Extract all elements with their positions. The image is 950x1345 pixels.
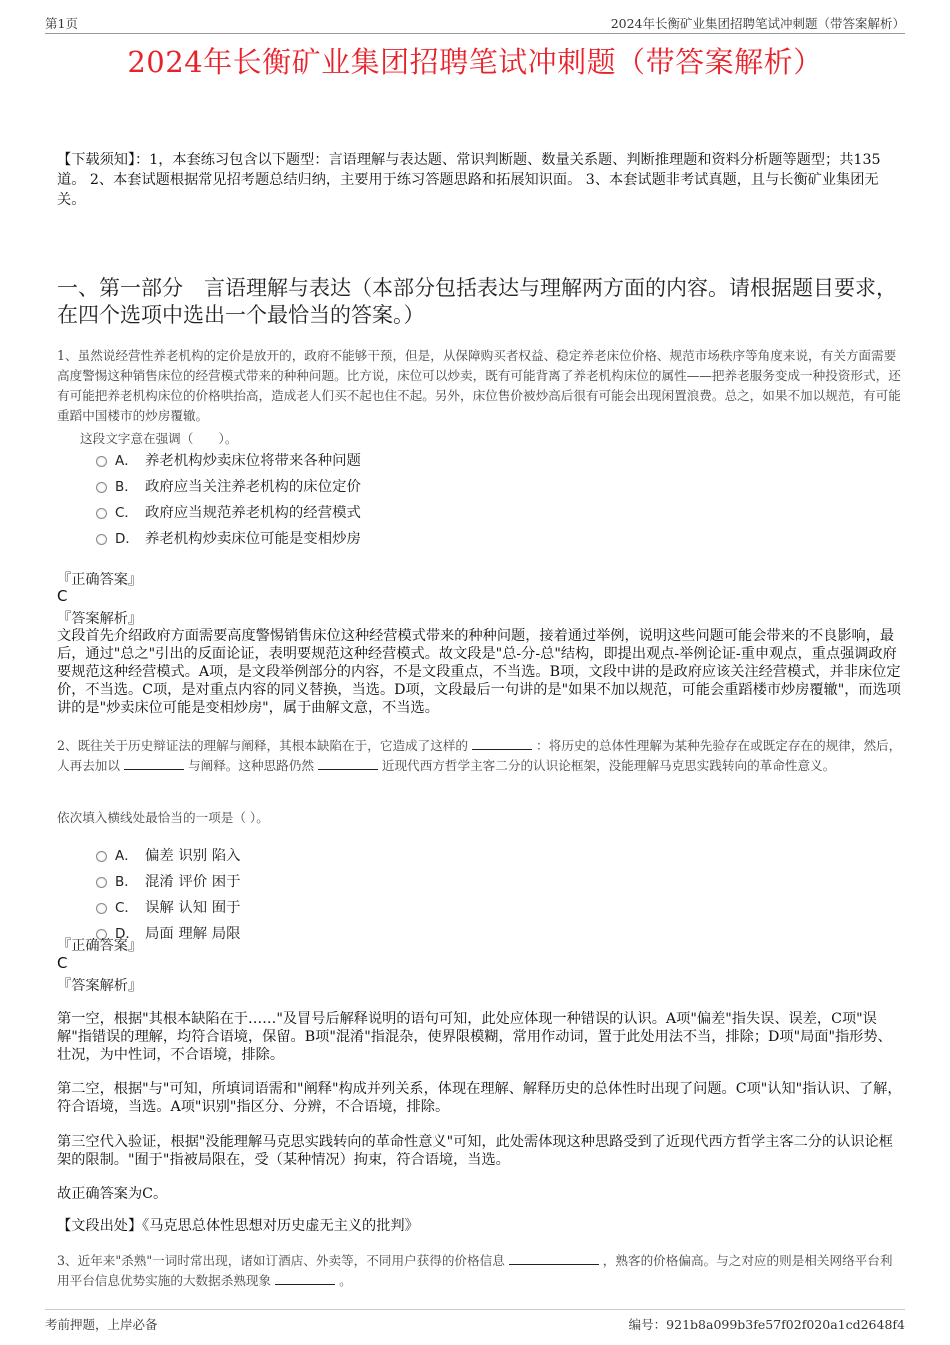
q2-source: 【文段出处】《马克思总体性思想对历史虚无主义的批判》 bbox=[57, 1218, 419, 1234]
q2-option-b[interactable]: B． 混淆 评价 困于 bbox=[96, 870, 241, 890]
q2-analysis-blank-3: 第三空代入验证，根据"没能理解马克思实践转向的革命性意义"可知，此处需体现这种思路受到了近现代西方哲学主客二分的认识论框架的限制。"囿于"指被局限在，受（某种情况）拘束，符合语境，当选。 bbox=[57, 1134, 893, 1168]
fill-blank bbox=[275, 1273, 335, 1285]
q2-answer-label: 『正确答案』 bbox=[57, 938, 143, 954]
fill-blank bbox=[318, 758, 378, 770]
question-1-prompt: 这段文字意在强调（ ）。 bbox=[80, 431, 238, 446]
q2-option-d[interactable]: D． 局面 理解 局限 bbox=[96, 922, 241, 942]
footer-doc-id: 编号：921b8a099b3fe57f02f020a1cd2648f4 bbox=[628, 1317, 905, 1332]
q1-option-b[interactable]: B． 政府应当关注养老机构的床位定价 bbox=[96, 475, 361, 495]
radio-icon[interactable] bbox=[96, 851, 107, 862]
q2-answer: C bbox=[57, 954, 68, 972]
page-header bbox=[45, 8, 905, 34]
header-doc-title: 2024年长衡矿业集团招聘笔试冲刺题（带答案解析） bbox=[610, 16, 905, 31]
footer-slogan: 考前押题，上岸必备 bbox=[45, 1317, 158, 1332]
q2-analysis-blank-2: 第二空，根据"与"可知，所填词语需和"阐释"构成并列关系，体现在理解、解释历史的总体性时出现了问题。C项"认知"指认识、了解，符合语境，当选。A项"识别"指区分、分辨，不合语境，排除。 bbox=[57, 1081, 902, 1115]
radio-icon[interactable] bbox=[96, 482, 107, 493]
q2-analysis-blank-1: 第一空，根据"其根本缺陷在于……"及冒号后解释说明的语句可知，此处应体现一种错误的认识。A项"偏差"指失误、误差，C项"误解"指错误的理解，均符合语境，保留。B项"混淆"指混杂，使界限模糊，常用作动词，置于此处用法不当，排除；D项"局面"指形势、壮况，为中性词，不合语境，排除。 bbox=[57, 1011, 892, 1063]
q1-answer-label: 『正确答案』 bbox=[57, 572, 143, 588]
radio-icon[interactable] bbox=[96, 903, 107, 914]
document-title: 2024年长衡矿业集团招聘笔试冲刺题（带答案解析） bbox=[127, 45, 823, 79]
q2-analysis-label: 『答案解析』 bbox=[57, 978, 143, 994]
q1-option-d[interactable]: D． 养老机构炒卖床位可能是变相炒房 bbox=[96, 527, 361, 547]
fill-blank bbox=[509, 1253, 599, 1265]
option-text: 偏差 识别 陷入 bbox=[145, 847, 241, 864]
question-2-prompt: 依次填入横线处最恰当的一项是（ ）。 bbox=[57, 810, 269, 825]
radio-icon[interactable] bbox=[96, 508, 107, 519]
q2-option-a[interactable]: A． 偏差 识别 陷入 bbox=[96, 844, 241, 864]
footer-divider bbox=[45, 1309, 905, 1310]
q1-option-a[interactable]: A． 养老机构炒卖床位将带来各种问题 bbox=[96, 449, 361, 469]
option-text: 误解 认知 囿于 bbox=[145, 899, 241, 916]
option-text: 局面 理解 局限 bbox=[145, 925, 241, 942]
q1-analysis: 文段首先介绍政府方面需要高度警惕销售床位这种经营模式带来的种种问题，接着通过举例，说明这些问题可能会带来的不良影响，最后，通过"总之"引出的反面论证，表明要规范这种经营模式。故文段是"总-分-总"结构，即提出观点-举例论证-重申观点，重点强调政府要规范这种经营模式。A项，是文段举例部分的内容，不是文段重点，不当选。B项，文段中讲的是政府应该关注经营模式，并非床位定价，不当选。C项，是对重点内容的同义替换，当选。D项，文段最后一句讲的是"如果不加以规范，可能会重蹈楼市炒房覆辙"，而选项讲的是"炒卖床位可能是变相炒房"，属于曲解文意，不当选。 bbox=[57, 628, 901, 716]
question-1-stem: 1、虽然说经营性养老机构的定价是放开的，政府不能够干预，但是，从保障购买者权益、稳定养老床位价格、规范市场秩序等角度来说，有关方面需要高度警惕这种销售床位的经营模式带来的种种问题。比方说，床位可以炒卖，既有可能背离了养老机构床位的属性——把养老服务变成一种投资形式，还有可能把养老机构床位的价格哄抬高，造成老人们买不起也住不起。另外，床位售价被炒高后很有可能会出现闲置浪费。总之，如果不加以规范，有可能重蹈中国楼市的炒房覆辙。 bbox=[57, 348, 901, 423]
question-3-stem: 3、近年来"杀熟"一词时常出现，诸如订酒店、外卖等，不同用户获得的价格信息 ，熟客的价格偏高。与之对应的则是相关网络平台利用平台信息优势实施的大数据杀熟现象 。 bbox=[57, 1253, 893, 1288]
question-2-stem: 2、既往关于历史辩证法的理解与阐释，其根本缺陷在于，它造成了这样的 ：将历史的总体性理解为某种先验存在或既定存在的规律，然后，人再去加以 与阐释。这种思路仍然 近现代西方哲学主客二分的认识论框架，没能理解马克思实践转向的革命性意义。 bbox=[57, 738, 902, 773]
option-text: 养老机构炒卖床位将带来各种问题 bbox=[145, 452, 361, 469]
option-text: 政府应当关注养老机构的床位定价 bbox=[145, 478, 361, 495]
section-heading: 一、第一部分 言语理解与表达（本部分包括表达与理解两方面的内容。请根据题目要求，在四个选项中选出一个最恰当的答案。） bbox=[57, 276, 897, 327]
option-text: 政府应当规范养老机构的经营模式 bbox=[145, 504, 361, 521]
fill-blank bbox=[124, 758, 184, 770]
option-text: 混淆 评价 困于 bbox=[145, 873, 241, 890]
q2-analysis-conclusion: 故正确答案为C。 bbox=[57, 1186, 168, 1202]
download-notice: 【下载须知】：1，本套练习包含以下题型：言语理解与表达题、常识判断题、数量关系题、判断推理题和资料分析题等题型；共135道。 2、本套试题根据常见招考题总结归纳，主要用于练习答题思路和拓展知识面。 3、本套试题非考试真题，且与长衡矿业集团无关。 bbox=[57, 152, 881, 208]
option-text: 养老机构炒卖床位可能是变相炒房 bbox=[145, 530, 361, 547]
q1-analysis-label: 『答案解析』 bbox=[57, 611, 143, 627]
q2-option-c[interactable]: C． 误解 认知 囿于 bbox=[96, 896, 241, 916]
page-number: 第1页 bbox=[45, 16, 78, 31]
radio-icon[interactable] bbox=[96, 877, 107, 888]
q1-option-c[interactable]: C． 政府应当规范养老机构的经营模式 bbox=[96, 501, 361, 521]
q1-answer: C bbox=[57, 587, 68, 605]
radio-icon[interactable] bbox=[96, 456, 107, 467]
fill-blank bbox=[472, 738, 532, 750]
radio-icon[interactable] bbox=[96, 534, 107, 545]
